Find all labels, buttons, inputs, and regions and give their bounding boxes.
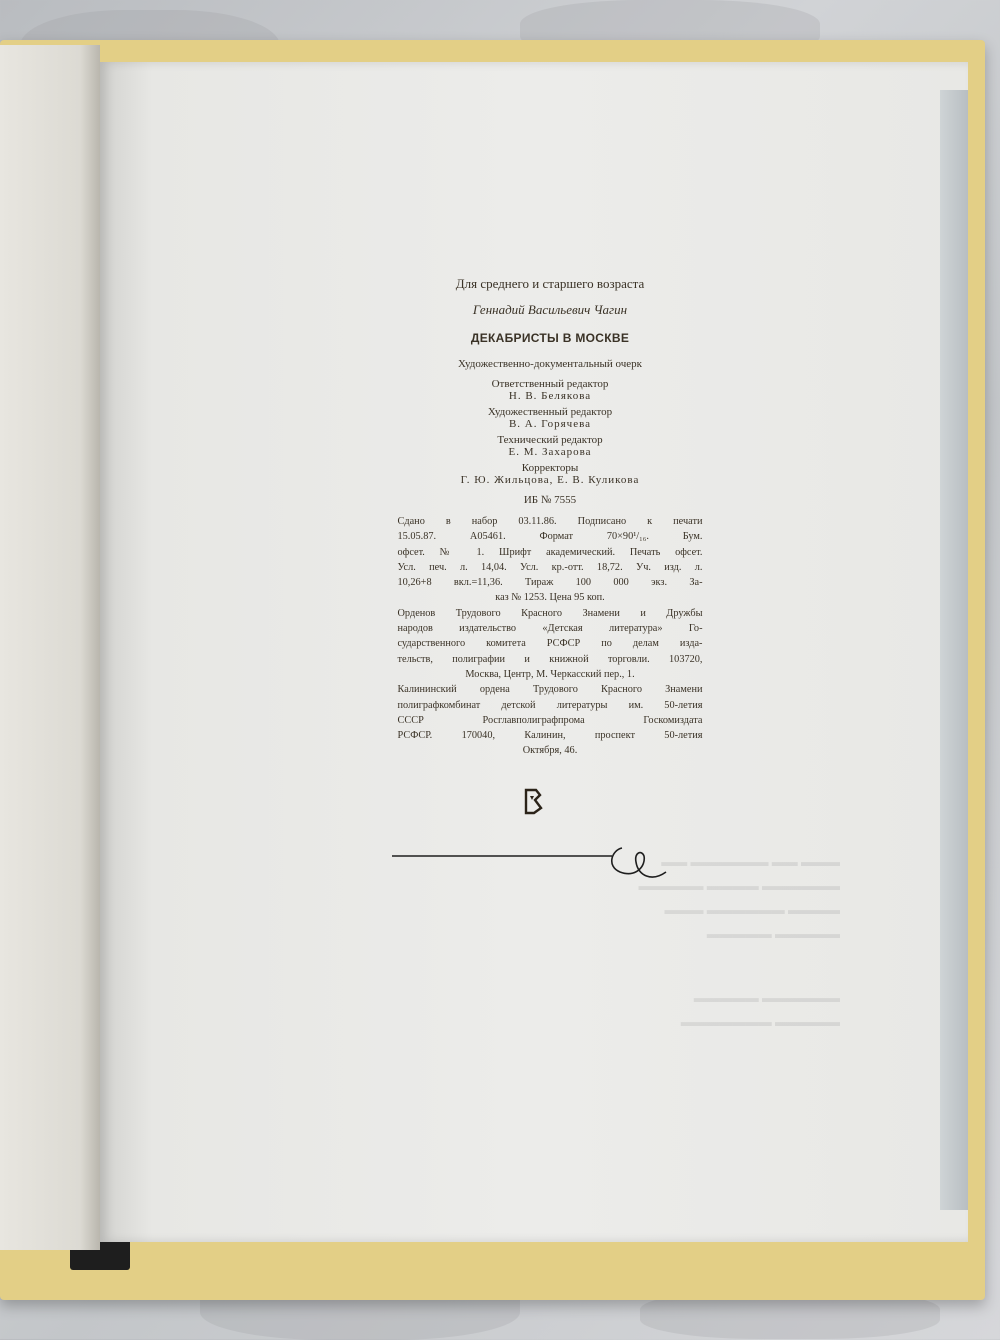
publisher-logo-icon xyxy=(520,786,546,816)
details-line: каз № 1253. Цена 95 коп. xyxy=(495,592,605,604)
details-line: СССР Росглавполиграфпрома Госкомиздата xyxy=(397,714,703,726)
details-line: Сдано в набор 03.11.86. Подписано к печати xyxy=(397,516,703,527)
details-line: Орденов Трудового Красного Знамени и Дружбы xyxy=(397,607,703,619)
details-line: Москва, Центр, М. Черкасский пер., 1. xyxy=(465,668,635,680)
book-title: ДЕКАБРИСТЫ В МОСКВЕ xyxy=(470,331,630,345)
signature-mark xyxy=(390,836,690,896)
credit-name: Е. М. Захарова xyxy=(508,446,592,458)
book-subtitle: Художественно-документальный очерк xyxy=(457,358,643,370)
details-line: Калининский ордена Трудового Красного Знамени xyxy=(397,684,703,696)
ib-number: ИБ № 7555 xyxy=(523,494,577,506)
details-line: 10,26+8 вкл.=11,36. Тираж 100 000 экз. За- xyxy=(397,577,703,589)
details-line: полиграфкомбинат детской литературы им. 50-летия xyxy=(397,699,703,711)
credit-role: Ответственный редактор xyxy=(491,378,609,390)
colophon xyxy=(300,276,800,759)
details-line: РСФСР. 170040, Калинин, проспект 50-летия xyxy=(397,730,703,742)
age-group-label: Для среднего и старшего возраста xyxy=(455,276,645,291)
details-line: 15.05.87. А05461. Формат 70×90¹/₁₆. Бум. xyxy=(397,531,703,543)
details-line: тельств, полиграфии и книжной торговли. 103720, xyxy=(397,653,703,665)
endpaper-edge xyxy=(940,90,968,1210)
publication-details xyxy=(398,514,703,759)
reverse-side-bleed-through: ▬▬▬ ▬▬ ▬▬▬▬▬▬ ▬▬ ▬▬▬▬▬▬ ▬▬▬▬ ▬▬▬▬▬ ▬▬▬▬ ▬▬▬▬▬▬ ▬▬▬ ▬▬▬▬▬ ▬▬▬▬▬ ▬▬▬▬▬▬ ▬▬▬▬▬ ▬▬▬▬▬ ▬▬▬▬▬▬▬ xyxy=(638,854,840,1029)
credit-name: Г. Ю. Жильцова, Е. В. Куликова xyxy=(460,474,640,486)
left-page xyxy=(0,45,100,1250)
details-line: сударственного комитета РСФСР по делам изда- xyxy=(397,638,703,650)
details-line: офсет. № 1. Шрифт академический. Печать офсет. xyxy=(397,546,703,558)
details-line: народов издательство «Детская литература» Го- xyxy=(397,623,703,635)
author-name: Геннадий Васильевич Чагин xyxy=(472,302,628,317)
credit-role: Корректоры xyxy=(521,462,579,474)
credit-name: В. А. Горячева xyxy=(508,418,592,430)
credit-role: Технический редактор xyxy=(497,434,603,446)
credit-name: Н. В. Белякова xyxy=(508,390,592,402)
credit-role: Художественный редактор xyxy=(487,406,613,418)
details-line: Усл. печ. л. 14,04. Усл. кр.-отт. 18,72. Уч. изд. л. xyxy=(397,561,703,573)
details-line: Октября, 46. xyxy=(522,745,578,757)
